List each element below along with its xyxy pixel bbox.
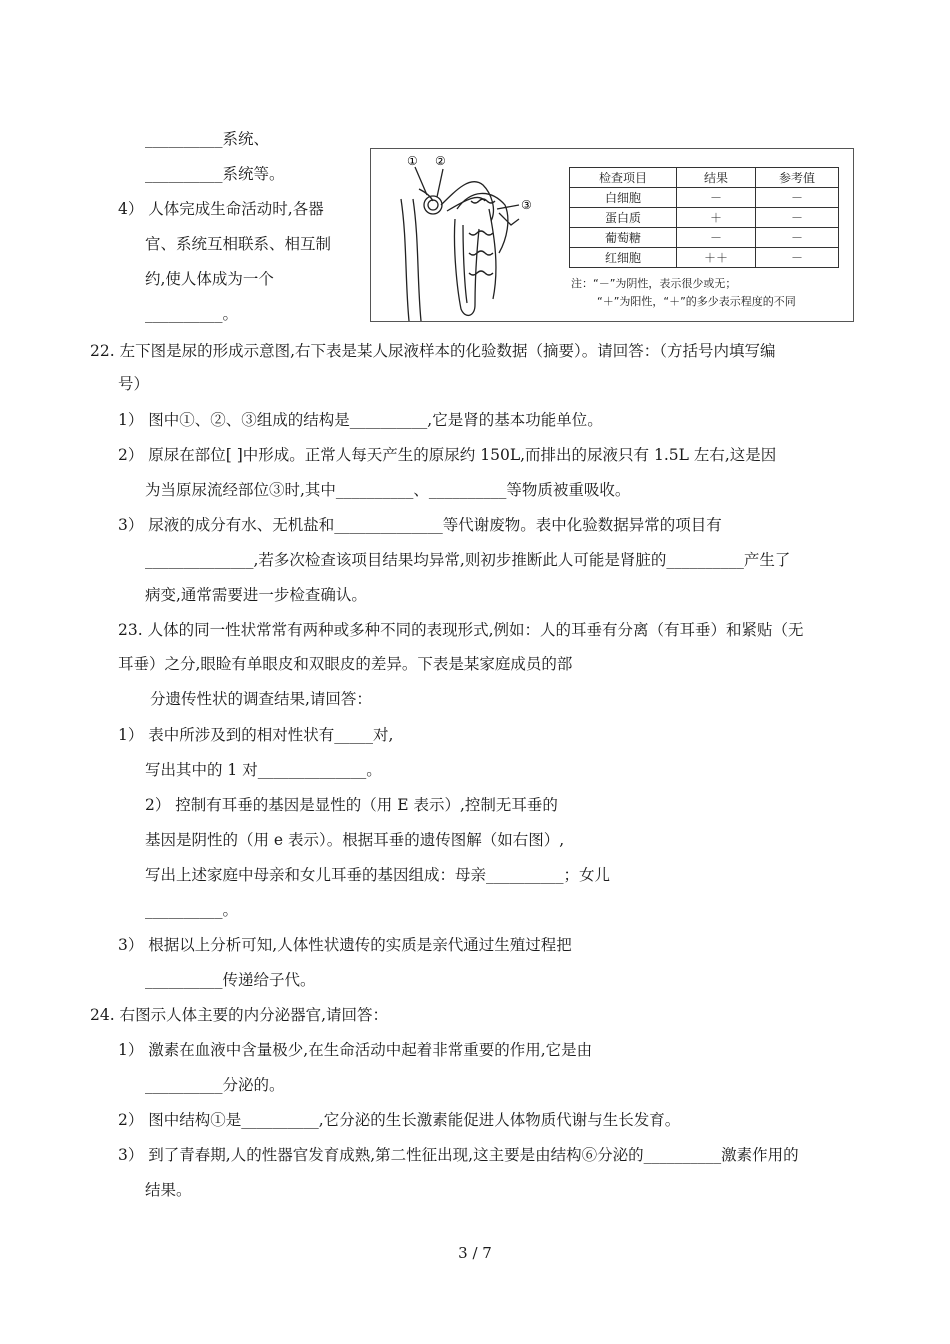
q23-part-2c: 写出上述家庭中母亲和女儿耳垂的基因组成：母亲__________；女儿 [145,866,611,884]
q23-part-3a: 3） 根据以上分析可知,人体性状遗传的实质是亲代通过生殖过程把 [118,936,572,954]
q24-stem: 24. 右图示人体主要的内分泌器官,请回答： [90,1006,389,1024]
table-row: 红细胞 ＋＋ － [570,248,839,268]
q22-part-2a: 2） 原尿在部位[ ]中形成。正常人每天产生的原尿约 150L,而排出的尿液只有 1.5L 左右,这是因 [118,446,777,464]
table-row: 蛋白质 ＋ － [570,208,839,228]
q22-stem-1: 22. 左下图是尿的形成示意图,右下表是某人尿液样本的化验数据（摘要）。请回答：（方括号内填写编 [90,342,776,360]
label-1: ① [407,154,418,168]
q22-part-3a: 3） 尿液的成分有水、无机盐和______________等代谢废物。表中化验数据异常的项目有 [118,516,722,534]
q24-part-1b: __________分泌的。 [145,1076,285,1094]
table-note-2: “＋”为阳性，“＋”的多少表示程度的不同 [597,295,796,308]
q23-part-3b: __________传递给子代。 [145,971,316,989]
table-row: 葡萄糖 － － [570,228,839,248]
q23-part-2a: 2） 控制有耳垂的基因是显性的（用 E 表示）,控制无耳垂的 [145,796,558,814]
table-note-1: 注：“－”为阴性，表示很少或无； [571,277,737,290]
urine-figure [370,148,854,322]
q21-4-line3: 约,使人体成为一个 [145,270,274,288]
q21-4-line4: __________。 [145,305,239,323]
q22-part-3b: ______________,若多次检查该项目结果均异常,则初步推断此人可能是肾脏的__________产生了 [145,551,791,569]
q23-stem-2: 耳垂）之分,眼睑有单眼皮和双眼皮的差异。下表是某家庭成员的部 [118,655,573,673]
header-reference: 参考值 [756,168,839,188]
q23-stem-1: 23. 人体的同一性状常常有两种或多种不同的表现形式,例如：人的耳垂有分离（有耳垂）和紧贴（无 [118,621,804,639]
q24-part-1a: 1） 激素在血液中含量极少,在生命活动中起着非常重要的作用,它是由 [118,1041,593,1059]
table-row: 白细胞 － － [570,188,839,208]
top-line-1: __________系统、 [145,130,270,148]
q21-4-line1: 4） 人体完成生命活动时,各器 [118,200,324,218]
urinalysis-table [569,167,839,268]
q22-part-2b: 为当原尿流经部位③时,其中__________、__________等物质被重吸收。 [145,481,631,499]
q24-part-2: 2） 图中结构①是__________,它分泌的生长激素能促进人体物质代谢与生长发育。 [118,1111,681,1129]
page-number: 3 / 7 [458,1244,492,1262]
header-result: 结果 [677,168,756,188]
q22-stem-2: 号） [118,375,150,393]
q23-part-1a: 1） 表中所涉及到的相对性状有_____对, [118,726,394,744]
header-item: 检查项目 [570,168,677,188]
q24-part-3a: 3） 到了青春期,人的性器官发育成熟,第二性征出现,这主要是由结构⑥分泌的__________激素作用的 [118,1146,799,1164]
label-3: ③ [521,198,532,212]
q23-part-2b: 基因是阴性的（用 e 表示）。根据耳垂的遗传图解（如右图）, [145,831,565,849]
q23-stem-3: 分遗传性状的调查结果,请回答： [150,690,372,708]
q23-part-1b: 写出其中的 1 对______________。 [145,761,382,779]
q22-part-1: 1） 图中①、②、③组成的结构是__________,它是肾的基本功能单位。 [118,411,603,429]
q24-part-3b: 结果。 [145,1181,192,1199]
q22-part-3c: 病变,通常需要进一步检查确认。 [145,586,367,604]
top-line-2: __________系统等。 [145,165,285,183]
q21-4-line2: 官、系统互相联系、相互制 [145,235,332,253]
q23-part-2d: __________。 [145,901,239,919]
label-2: ② [435,154,446,168]
